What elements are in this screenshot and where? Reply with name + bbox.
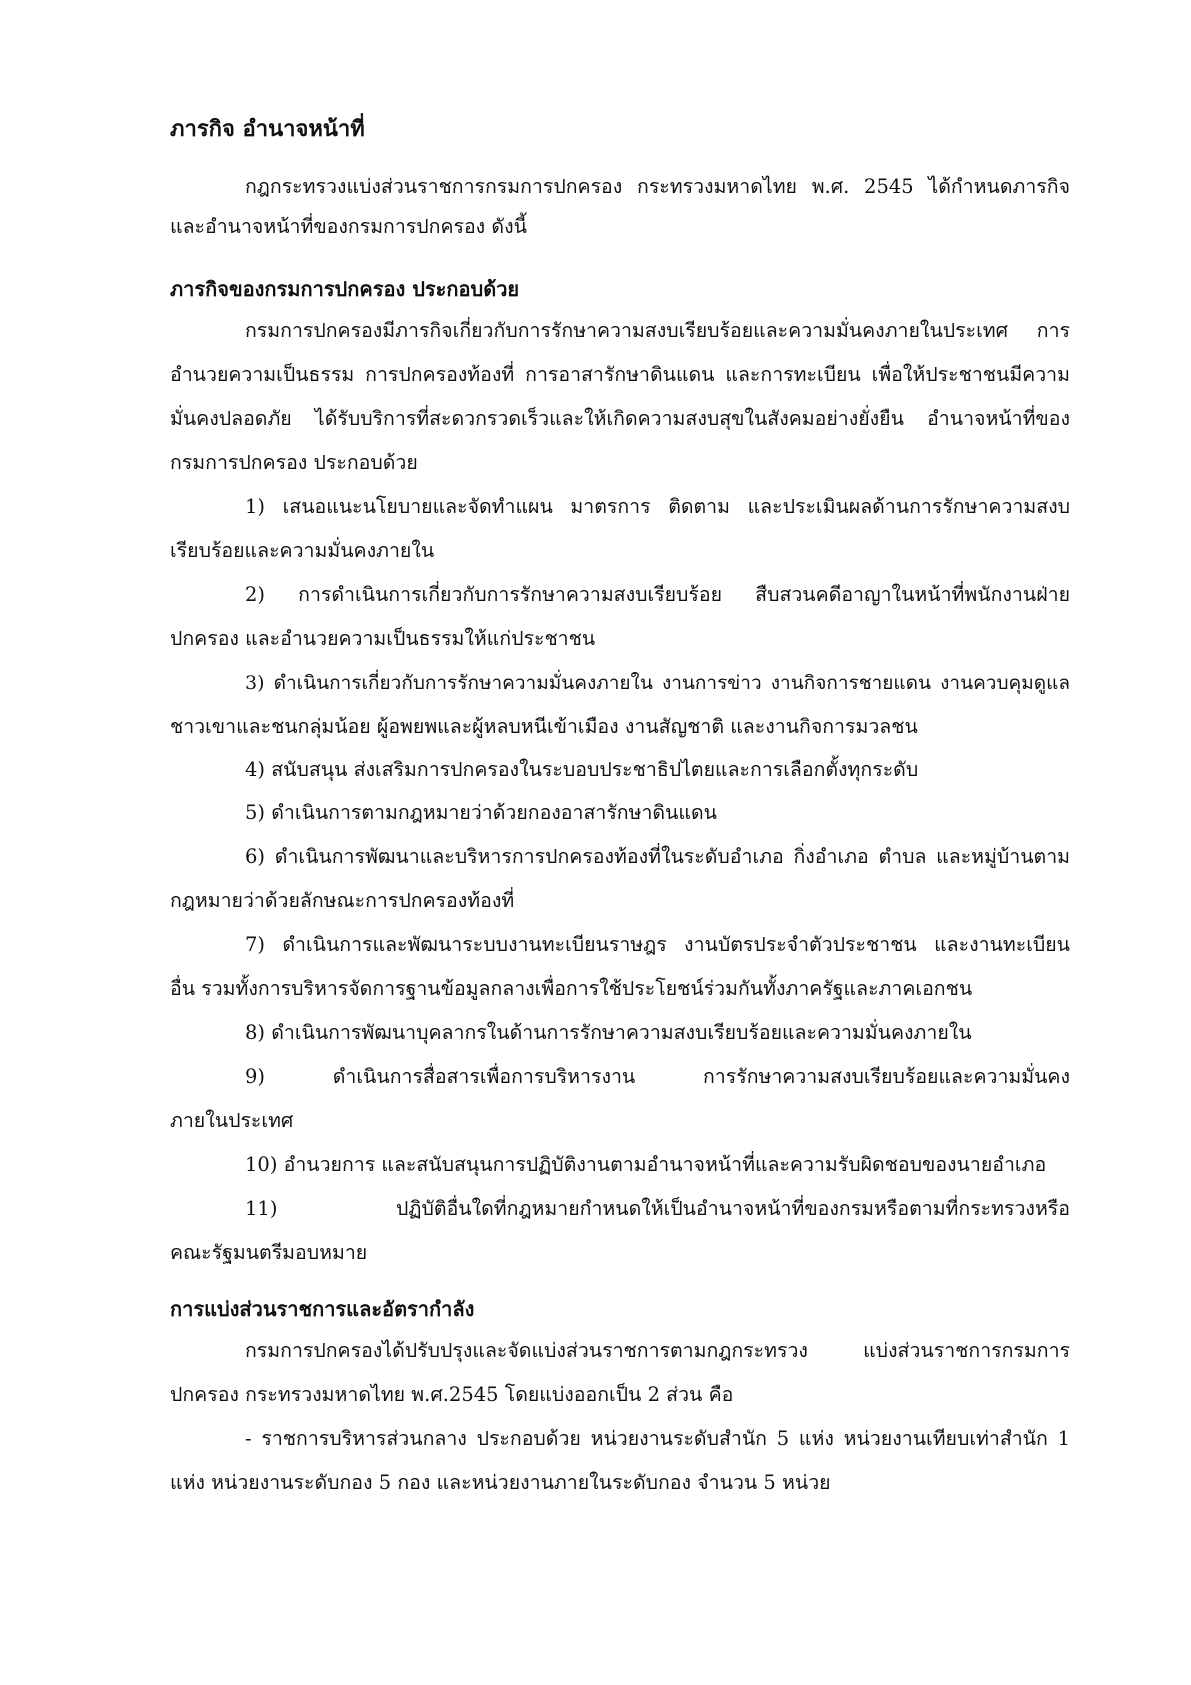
paragraph-line: กฎกระทรวงแบ่งส่วนราชการกรมการปกครอง กระทรวงมหาดไทย พ.ศ. 2545 ได้กำหนดภารกิจ xyxy=(245,175,1070,198)
list-item-11-cont: คณะรัฐมนตรีมอบหมาย xyxy=(170,1241,368,1264)
section-heading-duties: ภารกิจของกรมการปกครอง ประกอบด้วย xyxy=(170,277,520,301)
list-item-10: 10) อำนวยการ และสนับสนุนการปฏิบัติงานตามอำนาจหน้าที่และความรับผิดชอบของนายอำเภอ xyxy=(245,1153,1047,1176)
list-item-3: 3) ดำเนินการเกี่ยวกับการรักษาความมั่นคงภายใน งานการข่าว งานกิจการชายแดน งานควบคุมดูแล xyxy=(245,672,1070,694)
list-item-9-cont: ภายในประเทศ xyxy=(170,1109,294,1132)
paragraph-line: ปกครอง กระทรวงมหาดไทย พ.ศ.2545 โดยแบ่งออกเป็น 2 ส่วน คือ xyxy=(170,1383,734,1406)
list-item-7: 7) ดำเนินการและพัฒนาระบบงานทะเบียนราษฎร งานบัตรประจำตัวประชาชน และงานทะเบียน xyxy=(245,933,1070,956)
bullet-item: - ราชการบริหารส่วนกลาง ประกอบด้วย หน่วยงานระดับสำนัก 5 แห่ง หน่วยงานเทียบเท่าสำนัก 1 xyxy=(245,1427,1070,1450)
list-item-6: 6) ดำเนินการพัฒนาและบริหารการปกครองท้องที่ในระดับอำเภอ กิ่งอำเภอ ตำบล และหมู่บ้านตาม xyxy=(245,845,1070,868)
list-item-1-cont: เรียบร้อยและความมั่นคงภายใน xyxy=(170,539,435,562)
list-item-4: 4) สนับสนุน ส่งเสริมการปกครองในระบอบประชาธิปไตยและการเลือกตั้งทุกระดับ xyxy=(245,758,919,781)
list-item-5: 5) ดำเนินการตามกฎหมายว่าด้วยกองอาสารักษาดินแดน xyxy=(245,801,717,824)
list-item-7-cont: อื่น รวมทั้งการบริหารจัดการฐานข้อมูลกลางเพื่อการใช้ประโยชน์ร่วมกันทั้งภาครัฐและภาคเอกชน xyxy=(170,977,973,1000)
bullet-item-cont: แห่ง หน่วยงานระดับกอง 5 กอง และหน่วยงานภายในระดับกอง จำนวน 5 หน่วย xyxy=(170,1471,831,1494)
list-item-3-cont: ชาวเขาและชนกลุ่มน้อย ผู้อพยพและผู้หลบหนีเข้าเมือง งานสัญชาติ และงานกิจการมวลชน xyxy=(170,715,918,738)
list-item-1: 1) เสนอแนะนโยบายและจัดทำแผน มาตรการ ติดตาม และประเมินผลด้านการรักษาความสงบ xyxy=(245,495,1070,518)
list-item-11: 11) ปฏิบัติอื่นใดที่กฎหมายกำหนดให้เป็นอำนาจหน้าที่ของกรมหรือตามที่กระทรวงหรือ xyxy=(245,1197,1070,1220)
paragraph-line: และอำนาจหน้าที่ของกรมการปกครอง ดังนี้ xyxy=(170,215,527,238)
list-item-2: 2) การดำเนินการเกี่ยวกับการรักษาความสงบเรียบร้อย สืบสวนคดีอาญาในหน้าที่พนักงานฝ่าย xyxy=(245,583,1070,606)
paragraph-line: อำนวยความเป็นธรรม การปกครองท้องที่ การอาสารักษาดินแดน และการทะเบียน เพื่อให้ประชาชนมีความ xyxy=(170,363,1070,386)
section-heading-organization: การแบ่งส่วนราชการและอัตรากำลัง xyxy=(170,1297,475,1321)
paragraph-line: กรมการปกครองมีภารกิจเกี่ยวกับการรักษาความสงบเรียบร้อยและความมั่นคงภายในประเทศ การ xyxy=(245,319,1070,342)
list-item-8: 8) ดำเนินการพัฒนาบุคลากรในด้านการรักษาความสงบเรียบร้อยและความมั่นคงภายใน xyxy=(245,1021,972,1044)
list-item-6-cont: กฎหมายว่าด้วยลักษณะการปกครองท้องที่ xyxy=(170,889,515,912)
paragraph-line: มั่นคงปลอดภัย ได้รับบริการที่สะดวกรวดเร็วและให้เกิดความสงบสุขในสังคมอย่างยั่งยืน อำนาจหน้าที่ของ xyxy=(170,407,1070,430)
section-heading-mission: ภารกิจ อำนาจหน้าที่ xyxy=(170,116,365,142)
paragraph-line: กรมการปกครองได้ปรับปรุงและจัดแบ่งส่วนราชการตามกฎกระทรวง แบ่งส่วนราชการกรมการ xyxy=(245,1339,1070,1362)
list-item-2-cont: ปกครอง และอำนวยความเป็นธรรมให้แก่ประชาชน xyxy=(170,627,596,650)
list-item-9: 9) ดำเนินการสื่อสารเพื่อการบริหารงาน การรักษาความสงบเรียบร้อยและความมั่นคง xyxy=(245,1065,1070,1088)
paragraph-line: กรมการปกครอง ประกอบด้วย xyxy=(170,451,418,474)
